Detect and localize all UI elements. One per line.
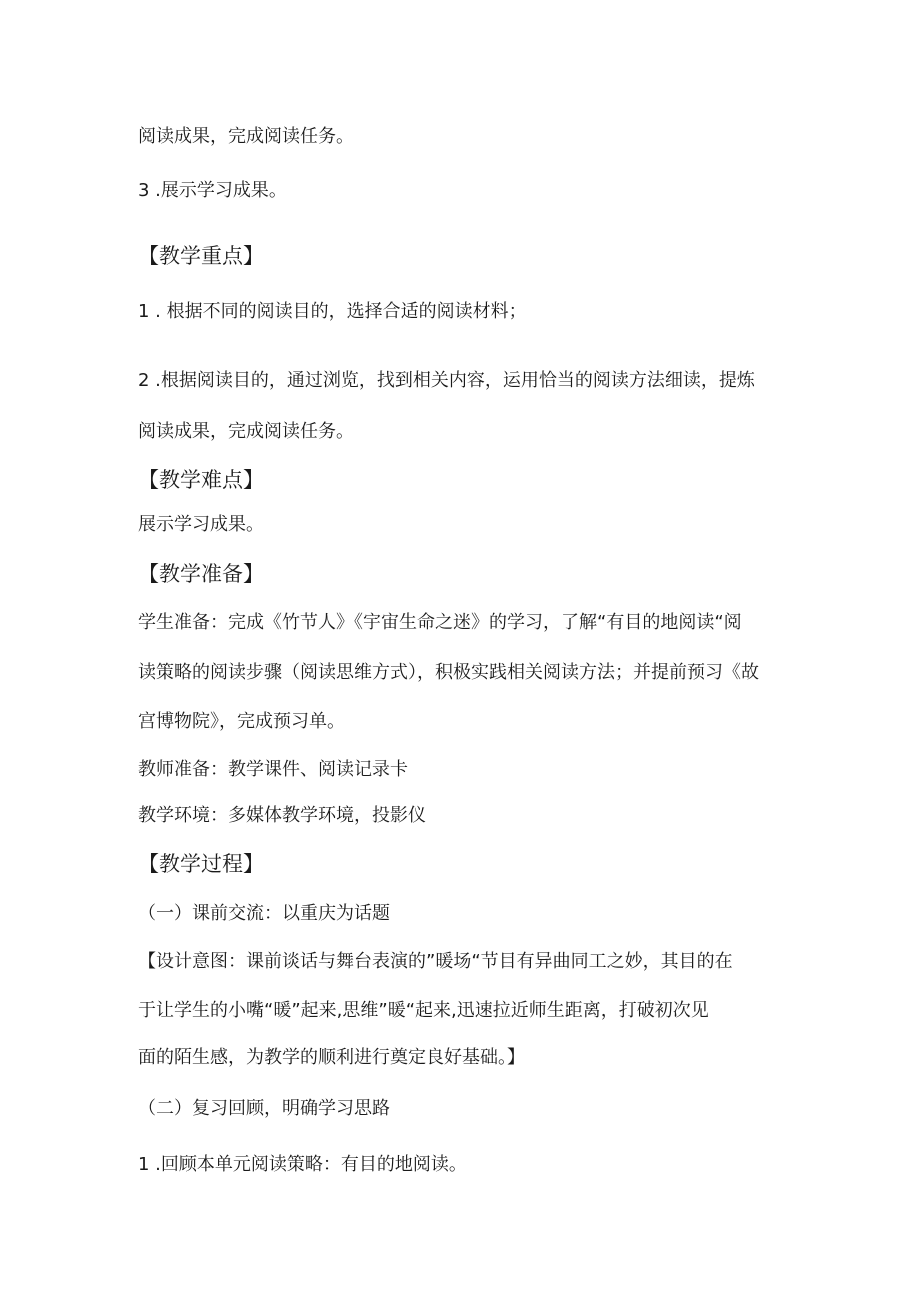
subsection-heading: （二）复习回顾，明确学习思路 [138,1098,390,1119]
list-item: 3 .展示学习成果。 [138,180,287,201]
list-item: 2 .根据阅读目的，通过浏览，找到相关内容，运用恰当的阅读方法细读，提炼 [138,370,755,391]
paragraph-line: 阅读成果，完成阅读任务。 [138,126,354,147]
design-intent-line: 【设计意图：课前谈话与舞台表演的”暖场“节目有异曲同工之妙，其目的在 [138,951,733,972]
design-intent-line: 面的陌生感，为教学的顺利进行奠定良好基础。】 [138,1047,525,1068]
paragraph-line: 展示学习成果。 [138,514,264,535]
list-item: 1 .回顾本单元阅读策略：有目的地阅读。 [138,1154,467,1175]
paragraph-line: 教学环境：多媒体教学环境，投影仪 [138,805,426,826]
paragraph-line: 学生准备：完成《竹节人》《宇宙生命之迷》的学习，了解“有目的地阅读“阅 [138,612,742,633]
list-item: 1 . 根据不同的阅读目的，选择合适的阅读材料； [138,301,527,322]
design-intent-line: 于让学生的小嘴“暖”起来,思维”暖“起来,迅速拉近师生距离，打破初次见 [138,1000,709,1021]
section-heading-difficulties: 【教学难点】 [138,468,264,492]
paragraph-line: 宫博物院》，完成预习单。 [138,711,345,732]
subsection-heading: （一）课前交流：以重庆为话题 [138,903,390,924]
paragraph-line: 读策略的阅读步骤（阅读思维方式），积极实践相关阅读方法；并提前预习《故 [138,662,759,683]
section-heading-process: 【教学过程】 [138,852,264,876]
paragraph-line: 阅读成果，完成阅读任务。 [138,421,354,442]
paragraph-line: 教师准备：教学课件、阅读记录卡 [138,759,408,780]
section-heading-preparation: 【教学准备】 [138,562,264,586]
section-heading-key-points: 【教学重点】 [138,244,264,268]
